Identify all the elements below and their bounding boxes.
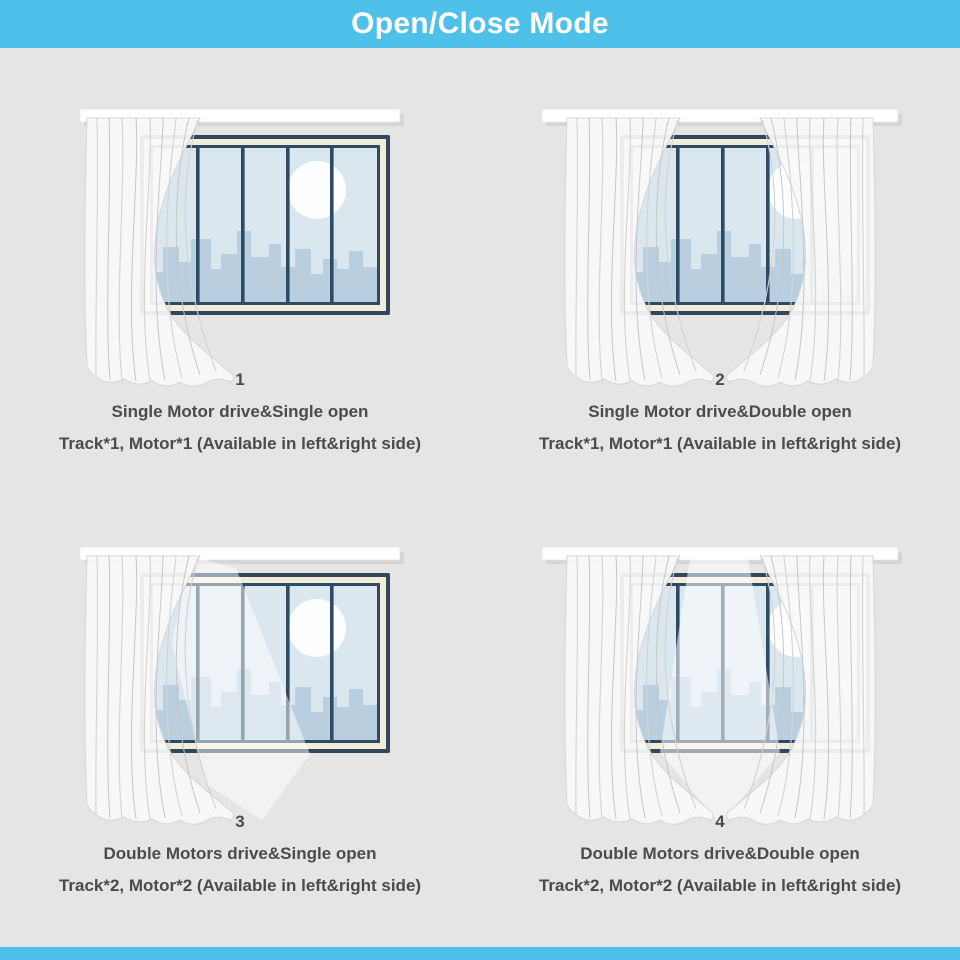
- mode-title: Double Motors drive&Double open: [580, 844, 860, 863]
- mode-number: 4: [715, 812, 725, 831]
- mode-number: 2: [715, 370, 725, 389]
- mode-title: Double Motors drive&Single open: [103, 844, 377, 863]
- mode-title: Single Motor drive&Single open: [111, 402, 369, 421]
- mode-subtitle: Track*1, Motor*1 (Available in left&right side): [538, 434, 902, 453]
- mode-title: Single Motor drive&Double open: [588, 402, 852, 421]
- window-illustration-3: [0, 528, 480, 828]
- mode-panel-double-motor-double-open: [480, 490, 960, 948]
- mode-panel-double-motor-single-open: [0, 490, 480, 948]
- mode-subtitle: Track*2, Motor*2 (Available in left&right side): [538, 876, 902, 895]
- title-banner: [0, 0, 960, 48]
- mode-panel-single-motor-single-open: [0, 48, 480, 490]
- mode-number: 3: [235, 812, 245, 831]
- mode-grid: [0, 48, 960, 948]
- window-illustration-2: [480, 90, 960, 390]
- mode-number: 1: [235, 370, 245, 389]
- mode-subtitle: Track*2, Motor*2 (Available in left&right side): [58, 876, 422, 895]
- mode-subtitle: Track*1, Motor*1 (Available in left&right side): [58, 434, 422, 453]
- mode-panel-single-motor-double-open: [480, 48, 960, 490]
- window-illustration-4: [480, 528, 960, 828]
- window-illustration-1: [0, 90, 480, 390]
- page-title: Open/Close Mode: [351, 7, 609, 40]
- footer-accent-bar: [0, 947, 960, 960]
